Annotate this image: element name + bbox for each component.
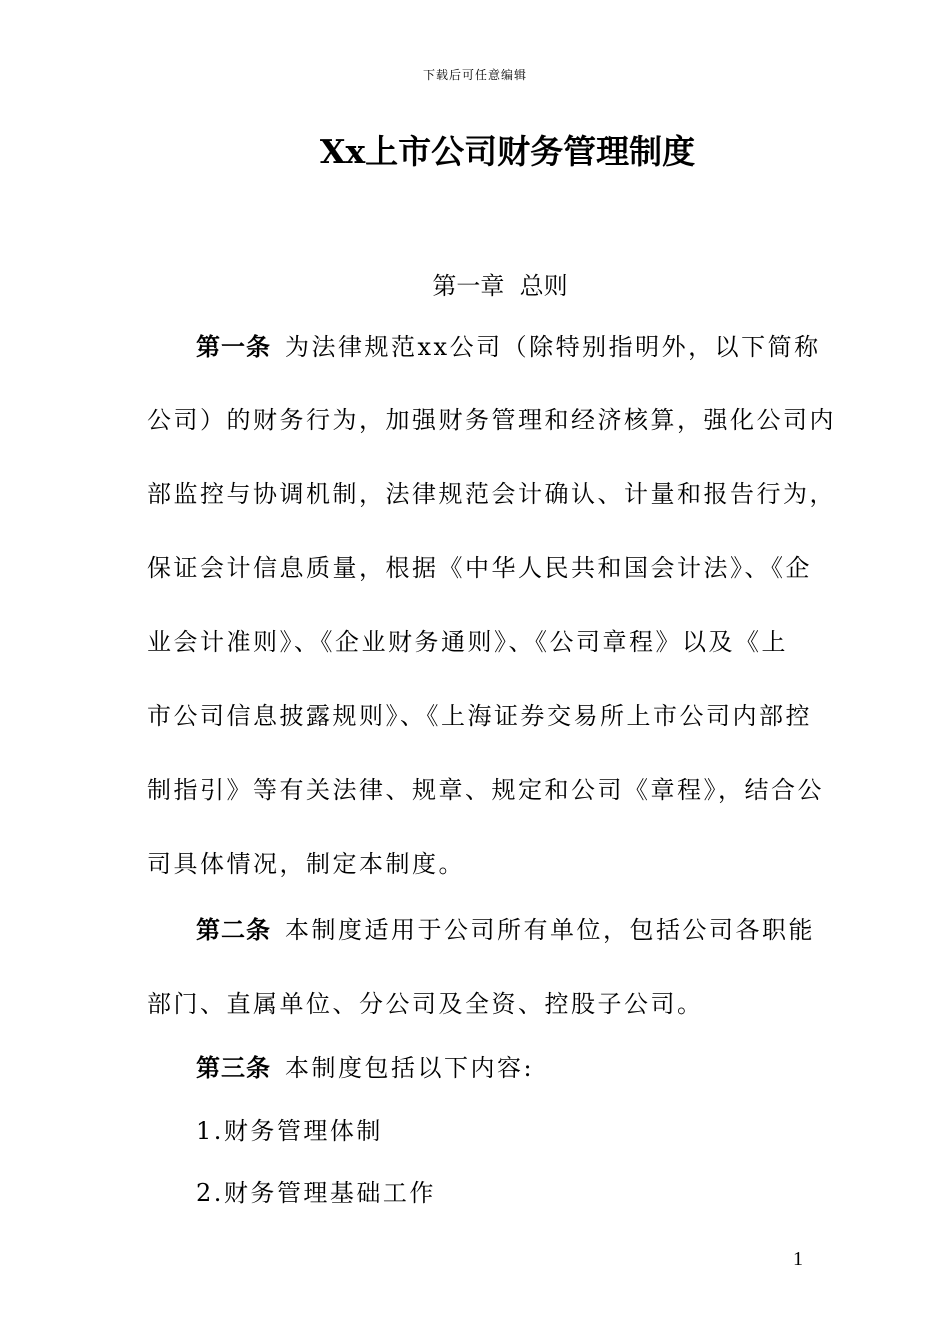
article-1-line: 公司）的财务行为，加强财务管理和经济核算，强化公司内 — [147, 406, 836, 434]
article-1-line: 业会计准则》、《企业财务通则》、《公司章程》以及《上 — [147, 628, 788, 656]
article-2-label: 第二条 — [196, 916, 271, 944]
article-1-line: 部监控与协调机制，法律规范会计确认、计量和报告行为， — [147, 480, 836, 508]
article-3-label: 第三条 — [196, 1054, 271, 1082]
chapter-name: 总则 — [519, 272, 568, 300]
chapter-number: 第一章 — [432, 272, 505, 300]
document-title: Xx上市公司财务管理制度 — [319, 132, 696, 171]
list-item: 1.财务管理体制 — [196, 1117, 383, 1145]
article-3-text: 本制度包括以下内容: — [285, 1054, 535, 1082]
header-note: 下载后可任意编辑 — [422, 68, 527, 82]
article-2-text: 本制度适用于公司所有单位，包括公司各职能 — [285, 916, 815, 944]
article-1-label: 第一条 — [196, 333, 271, 361]
article-1-line: 保证会计信息质量，根据《中华人民共和国会计法》、《企 — [147, 554, 812, 582]
article-1-text: 为法律规范xx公司（除特别指明外，以下简称 — [285, 333, 821, 361]
article-2-first-line — [196, 913, 815, 947]
article-3-line — [196, 1051, 807, 1085]
article-2-line: 部门、直属单位、分公司及全资、控股子公司。 — [147, 990, 704, 1018]
article-1-line: 司具体情况，制定本制度。 — [147, 850, 465, 878]
chapter-heading — [0, 266, 950, 301]
list-item: 2.财务管理基础工作 — [196, 1179, 436, 1207]
article-1-line: 制指引》等有关法律、规章、规定和公司《章程》，结合公 — [147, 776, 824, 804]
article-1-first-line — [196, 330, 821, 364]
page-number: 1 — [793, 1248, 803, 1270]
article-1-line: 市公司信息披露规则》、《上海证券交易所上市公司内部控 — [147, 702, 812, 730]
